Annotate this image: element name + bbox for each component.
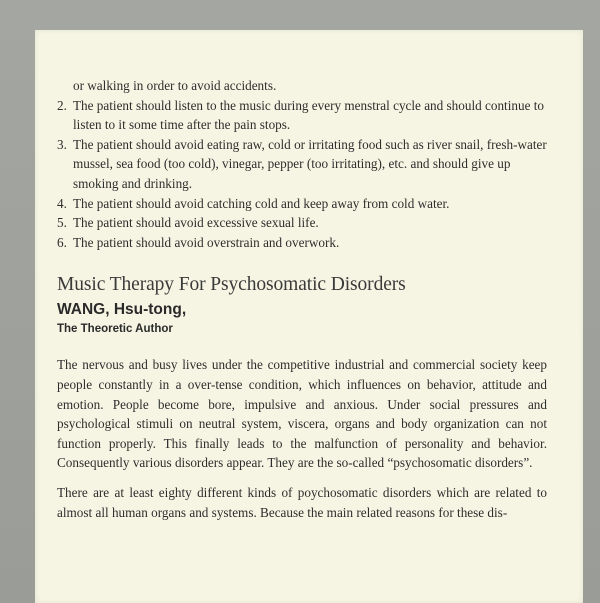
article-title: Music Therapy For Psychosomatic Disorders xyxy=(57,274,406,296)
list-item-4: 4. The patient should avoid catching cold and keep away from cold water. xyxy=(57,195,450,211)
article-author: WANG, Hsu-tong, xyxy=(57,301,187,319)
list-item-3: 3. The patient should avoid eating raw, cold or irritating food such as river snail, fresh-water mussel, sea food (too cold), vinegar, pepper (too irritating), etc. and should give up smoking and drinking. xyxy=(57,136,547,191)
list-item-2: 2. The patient should listen to the music during every menstral cycle and should continue to listen to it some time after the pain stops. xyxy=(57,97,544,133)
body-paragraph-1: The nervous and busy lives under the competitive industrial and commercial society keep people constantly in a over-tense condition, which influences on behavior, attitude and emotion. People become bore, impulsive and anxious. Under social pressures and psychological stimuli on neutral system, viscera, organs and body organization can not function properly. This finally leads to the malfunction of personality and behavior. Consequently various disorders appear. They are the so-called “psychosomatic disorders”. xyxy=(57,357,547,471)
list-item-5: 5. The patient should avoid excessive sexual life. xyxy=(57,215,319,231)
body-paragraph-2: There are at least eighty different kinds of poychosomatic disorders which are related to almost all human organs and systems. Because the main related reasons for these dis- xyxy=(57,484,547,520)
list-item-6: 6. The patient should avoid overstrain and overwork. xyxy=(57,234,340,250)
document-content xyxy=(57,76,547,522)
list-continuation: or walking in order to avoid accidents. xyxy=(73,78,277,93)
author-role: The Theoretic Author xyxy=(57,323,173,336)
